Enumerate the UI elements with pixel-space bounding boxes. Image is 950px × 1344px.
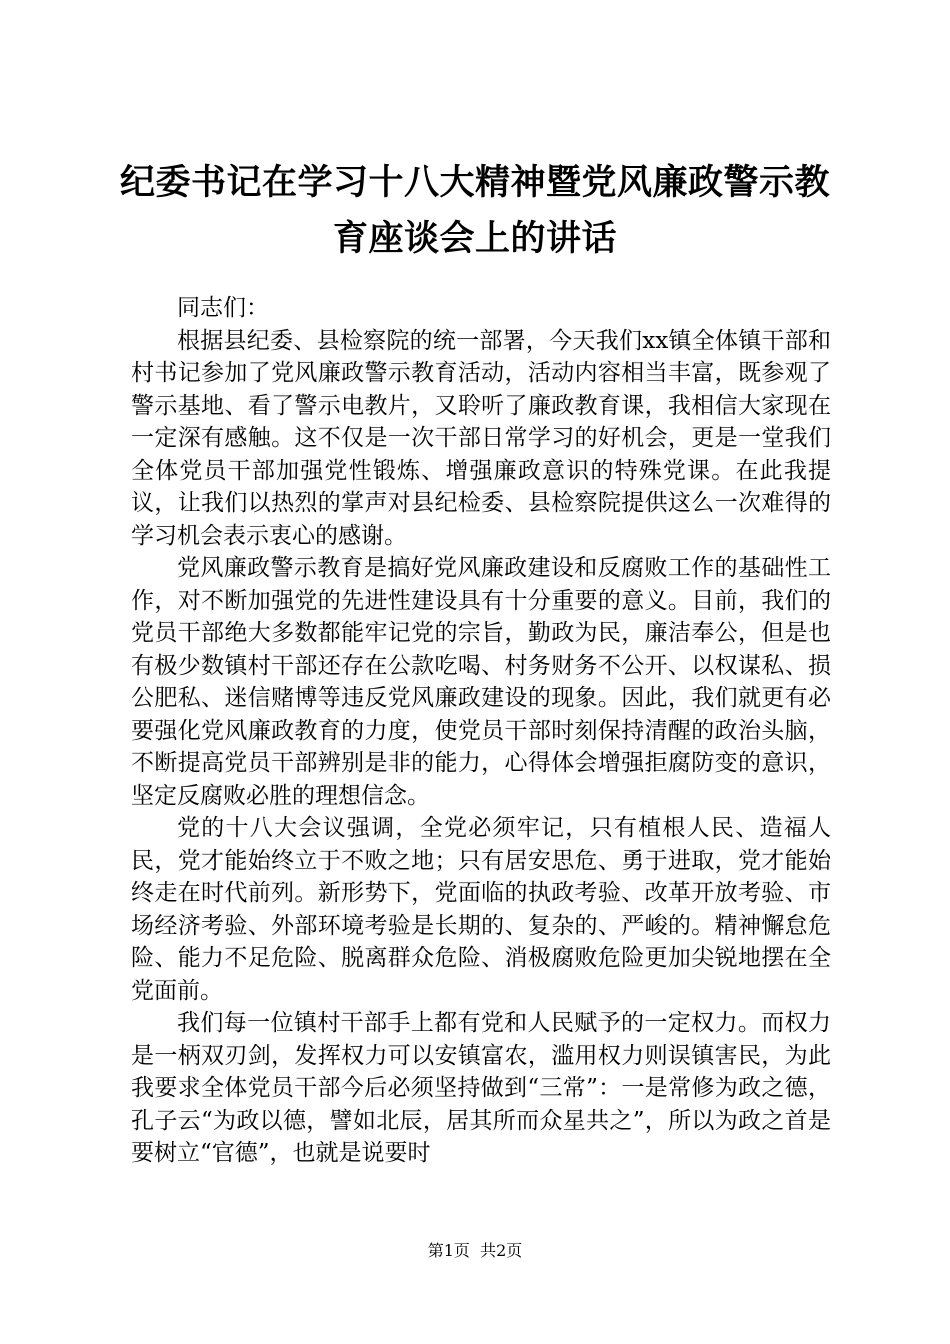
document-body xyxy=(131,292,831,1170)
title-line-2: 育座谈会上的讲话 xyxy=(332,219,617,259)
paragraph-4: 我们每一位镇村干部手上都有党和人民赋予的一定权力。而权力是一柄双刃剑，发挥权力可以安镇富农，滥用权力则误镇害民，为此我要求全体党员干部今后必须坚持做到“三常”：一是常修为政之德，孔子云“为政以德，譬如北辰，居其所而众星共之”，所以为政之首是要树立“官德”，也就是说要时 xyxy=(131,1010,831,1166)
title-line-1: 纪委书记在学习十八大精神暨党风廉政警示教 xyxy=(119,163,830,203)
paragraph-1: 根据县纪委、县检察院的统一部署，今天我们xx镇全体镇干部和村书记参加了党风廉政警示教育活动，活动内容相当丰富，既参观了警示基地、看了警示电教片，又聆听了廉政教育课，我相信大家现在一定深有感触。这不仅是一次干部日常学习的好机会，更是一堂我们全体党员干部加强党性锻炼、增强廉政意识的特殊党课。在此我提议，让我们以热烈的掌声对县纪检委、县检察院提供这么一次难得的学习机会表示衷心的感谢。 xyxy=(131,327,831,549)
salutation: 同志们： xyxy=(177,295,269,321)
paragraph-3: 党的十八大会议强调，全党必须牢记，只有植根人民、造福人民，党才能始终立于不败之地；只有居安思危、勇于进取，党才能始终走在时代前列。新形势下，党面临的执政考验、改革开放考验、市场经济考验、外部环境考验是长期的、复杂的、严峻的。精神懈怠危险、能力不足危险、脱离群众危险、消极腐败危险更加尖锐地摆在全党面前。 xyxy=(131,815,831,1004)
paragraph-2: 党风廉政警示教育是搞好党风廉政建设和反腐败工作的基础性工作，对不断加强党的先进性建设具有十分重要的意义。目前，我们的党员干部绝大多数都能牢记党的宗旨，勤政为民，廉洁奉公，但是也有极少数镇村干部还存在公款吃喝、村务财务不公开、以权谋私、损公肥私、迷信赌博等违反党风廉政建设的现象。因此，我们就更有必要强化党风廉政教育的力度，使党员干部时刻保持清醒的政治头脑，不断提高党员干部辨别是非的能力，心得体会增强拒腐防变的意识，坚定反腐败必胜的理想信念。 xyxy=(131,555,831,809)
page-number: 第1页 共2页 xyxy=(427,1241,523,1260)
page-footer xyxy=(0,1240,950,1262)
document-title xyxy=(110,155,840,267)
